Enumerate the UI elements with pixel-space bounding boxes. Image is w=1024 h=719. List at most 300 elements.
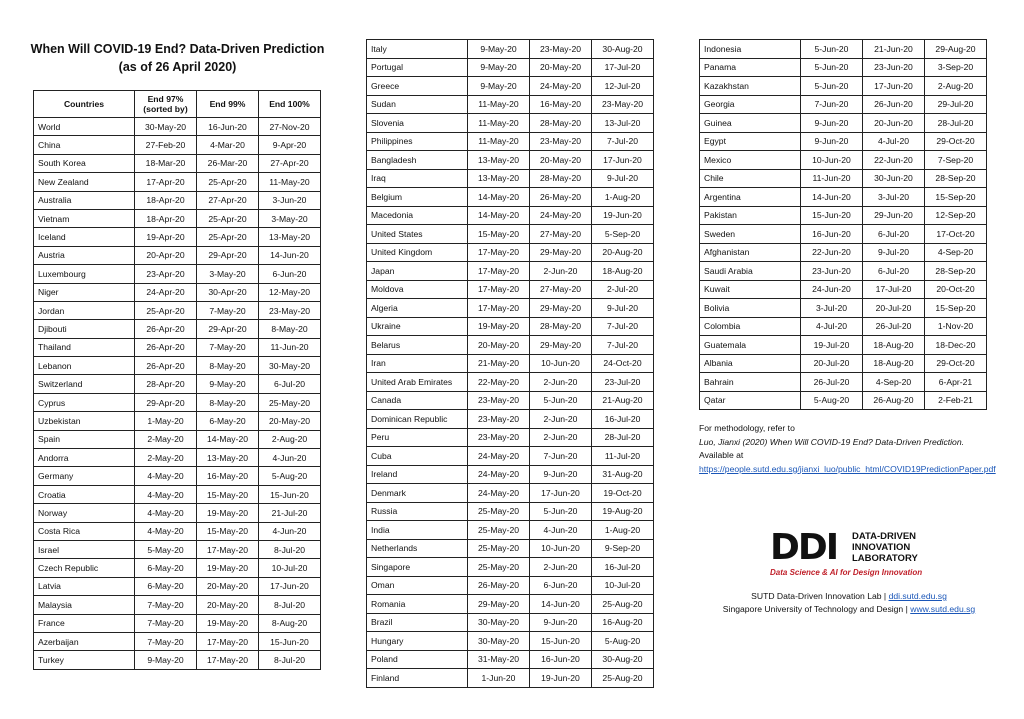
end100-cell: 17-Jun-20	[592, 151, 654, 170]
table-row	[367, 391, 654, 410]
end100-cell: 5-Aug-20	[259, 467, 321, 485]
end99-cell: 30-Apr-20	[197, 283, 259, 301]
table-row	[700, 280, 987, 299]
logo-text-1: DATA-DRIVEN	[852, 531, 917, 542]
table-row	[34, 651, 321, 669]
table-row	[367, 77, 654, 96]
note-line-1: For methodology, refer to	[699, 423, 795, 433]
end99-cell: 26-Jun-20	[863, 95, 925, 114]
end97-cell: 10-Jun-20	[801, 151, 863, 170]
end99-cell: 20-May-20	[197, 577, 259, 595]
table-row	[34, 449, 321, 467]
table-row	[367, 632, 654, 651]
table-row	[367, 595, 654, 614]
country-cell: United Arab Emirates	[367, 373, 468, 392]
end97-cell: 17-May-20	[468, 262, 530, 281]
end99-cell: 26-Mar-20	[197, 154, 259, 172]
end100-cell: 11-Jun-20	[259, 338, 321, 356]
end100-cell: 8-Jul-20	[259, 596, 321, 614]
end99-cell: 29-Jun-20	[863, 206, 925, 225]
end99-cell: 15-May-20	[197, 522, 259, 540]
end99-cell: 9-Jun-20	[530, 613, 592, 632]
end97-cell: 15-May-20	[468, 225, 530, 244]
country-cell: Slovenia	[367, 114, 468, 133]
end100-cell: 23-May-20	[592, 95, 654, 114]
paper-link[interactable]: https://people.sutd.edu.sg/jianxi_luo/public_html/COVID19PredictionPaper.pdf	[699, 463, 996, 474]
end97-cell: 4-Jul-20	[801, 317, 863, 336]
end100-cell: 28-Jul-20	[925, 114, 987, 133]
end100-cell: 17-Jun-20	[259, 577, 321, 595]
end99-cell: 29-May-20	[530, 243, 592, 262]
univ-link[interactable]: www.sutd.edu.sg	[910, 604, 976, 614]
end99-cell: 27-May-20	[530, 225, 592, 244]
table-row	[367, 336, 654, 355]
end100-cell: 8-Jul-20	[259, 651, 321, 669]
country-cell: Colombia	[700, 317, 801, 336]
end100-cell: 20-Aug-20	[592, 243, 654, 262]
country-cell: Mexico	[700, 151, 801, 170]
end97-cell: 6-May-20	[135, 577, 197, 595]
end97-cell: 23-Jun-20	[801, 262, 863, 281]
table-row	[700, 77, 987, 96]
end99-cell: 4-Mar-20	[197, 136, 259, 154]
country-cell: Netherlands	[367, 539, 468, 558]
country-cell: Switzerland	[34, 375, 135, 393]
end99-cell: 10-Jun-20	[530, 539, 592, 558]
country-cell: Czech Republic	[34, 559, 135, 577]
country-cell: Bahrain	[700, 373, 801, 392]
end97-cell: 5-Jun-20	[801, 58, 863, 77]
end100-cell: 8-May-20	[259, 320, 321, 338]
end100-cell: 25-Aug-20	[592, 595, 654, 614]
end97-cell: 14-May-20	[468, 188, 530, 207]
end99-cell: 3-Jul-20	[863, 188, 925, 207]
end100-cell: 8-Jul-20	[259, 540, 321, 558]
table-row	[367, 317, 654, 336]
end97-cell: 25-Apr-20	[135, 301, 197, 319]
end99-cell: 20-May-20	[530, 58, 592, 77]
end99-cell: 5-Jun-20	[530, 502, 592, 521]
table-row	[34, 632, 321, 650]
end97-cell: 15-Jun-20	[801, 206, 863, 225]
country-cell: France	[34, 614, 135, 632]
end100-cell: 16-Aug-20	[592, 613, 654, 632]
end97-cell: 14-Jun-20	[801, 188, 863, 207]
end100-cell: 31-Aug-20	[592, 465, 654, 484]
end100-cell: 6-Apr-21	[925, 373, 987, 392]
end100-cell: 4-Sep-20	[925, 243, 987, 262]
end99-cell: 6-Jun-20	[530, 576, 592, 595]
end100-cell: 11-May-20	[259, 173, 321, 191]
footer-univ	[699, 603, 999, 616]
end100-cell: 8-Aug-20	[259, 614, 321, 632]
end97-cell: 19-May-20	[468, 317, 530, 336]
end97-cell: 24-May-20	[468, 484, 530, 503]
end100-cell: 2-Aug-20	[925, 77, 987, 96]
end97-cell: 28-Apr-20	[135, 375, 197, 393]
country-cell: Moldova	[367, 280, 468, 299]
end97-cell: 2-May-20	[135, 430, 197, 448]
country-cell: Guatemala	[700, 336, 801, 355]
table-row	[34, 467, 321, 485]
country-cell: Norway	[34, 504, 135, 522]
table-row	[367, 373, 654, 392]
end97-cell: 26-Apr-20	[135, 357, 197, 375]
country-cell: Macedonia	[367, 206, 468, 225]
end99-cell: 18-Aug-20	[863, 354, 925, 373]
end100-cell: 30-Aug-20	[592, 40, 654, 59]
country-cell: Belarus	[367, 336, 468, 355]
end100-cell: 16-Jul-20	[592, 558, 654, 577]
end100-cell: 7-Sep-20	[925, 151, 987, 170]
end97-cell: 18-Apr-20	[135, 209, 197, 227]
end99-cell: 3-May-20	[197, 265, 259, 283]
country-cell: Lebanon	[34, 357, 135, 375]
end97-cell: 11-Jun-20	[801, 169, 863, 188]
footer	[699, 590, 999, 616]
end99-cell: 4-Jun-20	[530, 521, 592, 540]
table-row	[34, 375, 321, 393]
header-countries: Countries	[34, 91, 135, 118]
end100-cell: 19-Aug-20	[592, 502, 654, 521]
end97-cell: 26-Apr-20	[135, 320, 197, 338]
end99-cell: 26-May-20	[530, 188, 592, 207]
country-cell: Oman	[367, 576, 468, 595]
end99-cell: 20-Jul-20	[863, 299, 925, 318]
end99-cell: 4-Sep-20	[863, 373, 925, 392]
end97-cell: 11-May-20	[468, 95, 530, 114]
end100-cell: 6-Jun-20	[259, 265, 321, 283]
table-row	[367, 225, 654, 244]
end99-cell: 17-Jul-20	[863, 280, 925, 299]
end97-cell: 25-May-20	[468, 502, 530, 521]
end97-cell: 31-May-20	[468, 650, 530, 669]
end99-cell: 19-Jun-20	[530, 669, 592, 688]
end99-cell: 13-May-20	[197, 449, 259, 467]
table-row	[34, 209, 321, 227]
end99-cell: 9-Jul-20	[863, 243, 925, 262]
country-cell: Finland	[367, 669, 468, 688]
end99-cell: 2-Jun-20	[530, 373, 592, 392]
end100-cell: 20-May-20	[259, 412, 321, 430]
table-row	[367, 132, 654, 151]
end100-cell: 5-Sep-20	[592, 225, 654, 244]
note-citation: Luo, Jianxi (2020) When Will COVID-19 End? Data-Driven Prediction.	[699, 436, 965, 447]
end100-cell: 2-Jul-20	[592, 280, 654, 299]
end97-cell: 7-May-20	[135, 596, 197, 614]
end100-cell: 6-Jul-20	[259, 375, 321, 393]
end100-cell: 15-Jun-20	[259, 632, 321, 650]
end97-cell: 5-May-20	[135, 540, 197, 558]
end97-cell: 13-May-20	[468, 151, 530, 170]
table-row	[34, 485, 321, 503]
end97-cell: 25-May-20	[468, 558, 530, 577]
lab-link[interactable]: ddi.sutd.edu.sg	[888, 591, 947, 601]
end100-cell: 13-Jul-20	[592, 114, 654, 133]
end97-cell: 9-Jun-20	[801, 114, 863, 133]
table-row	[34, 283, 321, 301]
end99-cell: 8-May-20	[197, 393, 259, 411]
end99-cell: 15-Jun-20	[530, 632, 592, 651]
country-cell: Costa Rica	[34, 522, 135, 540]
country-cell: Indonesia	[700, 40, 801, 59]
end100-cell: 29-Jul-20	[925, 95, 987, 114]
country-cell: Pakistan	[700, 206, 801, 225]
end99-cell: 17-May-20	[197, 632, 259, 650]
end97-cell: 5-Jun-20	[801, 77, 863, 96]
table-row	[700, 317, 987, 336]
end97-cell: 17-May-20	[468, 280, 530, 299]
table-row	[367, 95, 654, 114]
table-row	[367, 114, 654, 133]
table-row	[367, 447, 654, 466]
end97-cell: 5-Jun-20	[801, 40, 863, 59]
country-cell: Peru	[367, 428, 468, 447]
table-row	[34, 320, 321, 338]
end99-cell: 27-Apr-20	[197, 191, 259, 209]
end99-cell: 23-May-20	[530, 132, 592, 151]
end100-cell: 18-Dec-20	[925, 336, 987, 355]
end99-cell: 23-Jun-20	[863, 58, 925, 77]
end99-cell: 29-Apr-20	[197, 246, 259, 264]
end100-cell: 12-Sep-20	[925, 206, 987, 225]
end99-cell: 6-Jul-20	[863, 225, 925, 244]
methodology-note	[699, 422, 999, 476]
end99-cell: 29-May-20	[530, 299, 592, 318]
country-cell: India	[367, 521, 468, 540]
end100-cell: 19-Oct-20	[592, 484, 654, 503]
table-row	[34, 540, 321, 558]
end99-cell: 24-May-20	[530, 77, 592, 96]
end97-cell: 6-May-20	[135, 559, 197, 577]
end100-cell: 29-Aug-20	[925, 40, 987, 59]
country-cell: Azerbaijan	[34, 632, 135, 650]
end100-cell: 10-Jul-20	[592, 576, 654, 595]
table-row	[367, 58, 654, 77]
end100-cell: 25-May-20	[259, 393, 321, 411]
country-cell: Romania	[367, 595, 468, 614]
end97-cell: 30-May-20	[468, 632, 530, 651]
note-line-3: Available at	[699, 450, 744, 460]
country-cell: Singapore	[367, 558, 468, 577]
end99-cell: 4-Jul-20	[863, 132, 925, 151]
table-row	[367, 40, 654, 59]
ddi-logo-text	[852, 531, 918, 564]
end99-cell: 26-Aug-20	[863, 391, 925, 410]
end100-cell: 3-Sep-20	[925, 58, 987, 77]
end100-cell: 28-Sep-20	[925, 169, 987, 188]
country-cell: Andorra	[34, 449, 135, 467]
ddi-logo	[770, 527, 970, 587]
table-row	[34, 191, 321, 209]
end97-cell: 9-May-20	[135, 651, 197, 669]
end99-cell: 6-Jul-20	[863, 262, 925, 281]
table-row	[367, 280, 654, 299]
end99-cell: 14-May-20	[197, 430, 259, 448]
end99-cell: 9-May-20	[197, 375, 259, 393]
country-cell: Afghanistan	[700, 243, 801, 262]
footer-univ-text: Singapore University of Technology and Design |	[722, 604, 908, 614]
table-row	[34, 357, 321, 375]
end99-cell: 30-Jun-20	[863, 169, 925, 188]
end97-cell: 7-May-20	[135, 632, 197, 650]
end100-cell: 2-Feb-21	[925, 391, 987, 410]
end99-cell: 16-Jun-20	[530, 650, 592, 669]
end99-cell: 17-May-20	[197, 540, 259, 558]
table-row	[367, 650, 654, 669]
end100-cell: 27-Nov-20	[259, 118, 321, 136]
country-cell: Australia	[34, 191, 135, 209]
end99-cell: 28-May-20	[530, 114, 592, 133]
country-cell: Niger	[34, 283, 135, 301]
table-row	[34, 228, 321, 246]
end100-cell: 28-Jul-20	[592, 428, 654, 447]
table-row	[700, 188, 987, 207]
end97-cell: 17-Apr-20	[135, 173, 197, 191]
table-row	[700, 206, 987, 225]
end100-cell: 20-Oct-20	[925, 280, 987, 299]
end97-cell: 9-May-20	[468, 40, 530, 59]
logo-tagline: Data Science & AI for Design Innovation	[770, 568, 923, 577]
end99-cell: 20-May-20	[530, 151, 592, 170]
prediction-table-3	[699, 39, 987, 410]
prediction-table-2	[366, 39, 654, 688]
table-row	[34, 522, 321, 540]
end97-cell: 2-May-20	[135, 449, 197, 467]
end99-cell: 25-Apr-20	[197, 173, 259, 191]
end97-cell: 13-May-20	[468, 169, 530, 188]
end99-cell: 6-May-20	[197, 412, 259, 430]
footer-lab	[699, 590, 999, 603]
end99-cell: 28-May-20	[530, 169, 592, 188]
end97-cell: 9-Jun-20	[801, 132, 863, 151]
end97-cell: 26-Jul-20	[801, 373, 863, 392]
end97-cell: 4-May-20	[135, 522, 197, 540]
end97-cell: 30-May-20	[135, 118, 197, 136]
end97-cell: 27-Feb-20	[135, 136, 197, 154]
end99-cell: 26-Jul-20	[863, 317, 925, 336]
table-row	[700, 299, 987, 318]
end97-cell: 4-May-20	[135, 485, 197, 503]
country-cell: Croatia	[34, 485, 135, 503]
table-row	[367, 299, 654, 318]
header-end97	[135, 91, 197, 118]
country-cell: United Kingdom	[367, 243, 468, 262]
end97-cell: 24-May-20	[468, 465, 530, 484]
end100-cell: 9-Sep-20	[592, 539, 654, 558]
end99-cell: 5-Jun-20	[530, 391, 592, 410]
end99-cell: 8-May-20	[197, 357, 259, 375]
country-cell: Hungary	[367, 632, 468, 651]
end100-cell: 15-Sep-20	[925, 299, 987, 318]
end99-cell: 16-May-20	[197, 467, 259, 485]
end99-cell: 16-Jun-20	[197, 118, 259, 136]
country-cell: Japan	[367, 262, 468, 281]
table-row	[34, 559, 321, 577]
country-cell: Israel	[34, 540, 135, 558]
end99-cell: 19-May-20	[197, 504, 259, 522]
end99-cell: 2-Jun-20	[530, 262, 592, 281]
country-cell: China	[34, 136, 135, 154]
table-row	[367, 465, 654, 484]
end100-cell: 24-Oct-20	[592, 354, 654, 373]
table-row	[367, 613, 654, 632]
end100-cell: 11-Jul-20	[592, 447, 654, 466]
table-row	[700, 40, 987, 59]
end99-cell: 28-May-20	[530, 317, 592, 336]
end100-cell: 17-Oct-20	[925, 225, 987, 244]
end99-cell: 7-May-20	[197, 338, 259, 356]
end100-cell: 23-May-20	[259, 301, 321, 319]
end97-cell: 24-Apr-20	[135, 283, 197, 301]
country-cell: Luxembourg	[34, 265, 135, 283]
end97-cell: 26-Apr-20	[135, 338, 197, 356]
country-cell: Greece	[367, 77, 468, 96]
country-cell: South Korea	[34, 154, 135, 172]
end99-cell: 20-May-20	[197, 596, 259, 614]
table-row	[700, 354, 987, 373]
end100-cell: 4-Jun-20	[259, 449, 321, 467]
country-cell: Vietnam	[34, 209, 135, 227]
country-cell: World	[34, 118, 135, 136]
end97-cell: 23-May-20	[468, 428, 530, 447]
prediction-table-1	[33, 90, 321, 670]
table-row	[700, 262, 987, 281]
end97-cell: 17-May-20	[468, 243, 530, 262]
end100-cell: 30-May-20	[259, 357, 321, 375]
table-row	[367, 484, 654, 503]
end97-cell: 14-May-20	[468, 206, 530, 225]
table-row	[700, 391, 987, 410]
end97-cell: 1-May-20	[135, 412, 197, 430]
end97-cell: 7-May-20	[135, 614, 197, 632]
country-cell: Italy	[367, 40, 468, 59]
end97-cell: 17-May-20	[468, 299, 530, 318]
end99-cell: 9-Jun-20	[530, 465, 592, 484]
end97-cell: 4-May-20	[135, 504, 197, 522]
end97-cell: 1-Jun-20	[468, 669, 530, 688]
table-row	[34, 301, 321, 319]
table-row	[700, 95, 987, 114]
end100-cell: 19-Jun-20	[592, 206, 654, 225]
table-row	[367, 262, 654, 281]
end100-cell: 23-Jul-20	[592, 373, 654, 392]
footer-lab-text: SUTD Data-Driven Innovation Lab |	[751, 591, 887, 601]
table-row	[367, 428, 654, 447]
end100-cell: 1-Aug-20	[592, 188, 654, 207]
country-cell: Algeria	[367, 299, 468, 318]
table-row	[34, 412, 321, 430]
end100-cell: 16-Jul-20	[592, 410, 654, 429]
end100-cell: 1-Nov-20	[925, 317, 987, 336]
end100-cell: 28-Sep-20	[925, 262, 987, 281]
end97-cell: 3-Jul-20	[801, 299, 863, 318]
end99-cell: 24-May-20	[530, 206, 592, 225]
end100-cell: 29-Oct-20	[925, 354, 987, 373]
country-cell: Bangladesh	[367, 151, 468, 170]
end97-cell: 24-Jun-20	[801, 280, 863, 299]
country-cell: Saudi Arabia	[700, 262, 801, 281]
table-row	[367, 151, 654, 170]
logo-text-2: INNOVATION	[852, 542, 911, 553]
end99-cell: 25-Apr-20	[197, 209, 259, 227]
table-row	[34, 265, 321, 283]
country-cell: Dominican Republic	[367, 410, 468, 429]
country-cell: Cuba	[367, 447, 468, 466]
end97-cell: 4-May-20	[135, 467, 197, 485]
table-row	[34, 338, 321, 356]
end100-cell: 5-Aug-20	[592, 632, 654, 651]
